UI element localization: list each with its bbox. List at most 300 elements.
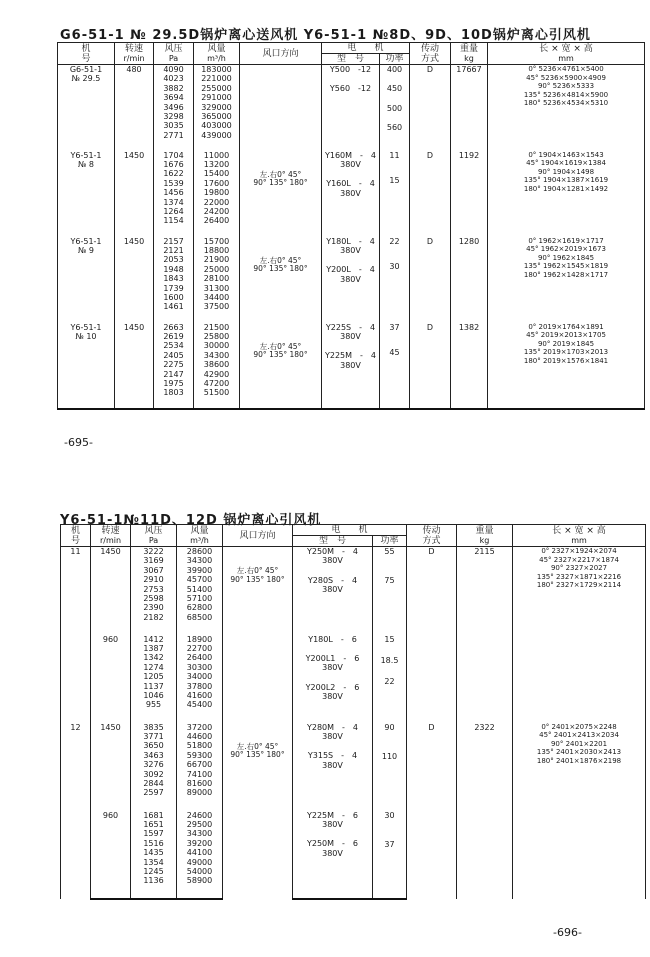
pressure-line: 1597 [143, 829, 164, 839]
pressure-line: 3882 [163, 83, 184, 93]
flow-line: 18900 [186, 634, 213, 644]
motor-model: Y280S - 4 [307, 575, 358, 585]
pressure-line: 1264 [163, 206, 184, 216]
fan-model: 12 [61, 723, 91, 899]
pressure [154, 237, 194, 323]
pressure-line: 3771 [143, 731, 164, 741]
flow-line: 365000 [201, 112, 232, 122]
motor-model: Y200L2 - 6 [305, 682, 360, 692]
pressure [154, 323, 194, 409]
pressure-line: 4023 [163, 74, 184, 84]
pressure-line: 1205 [143, 672, 164, 682]
flow-line: 17600 [203, 178, 230, 188]
spacer [322, 74, 379, 84]
pressure-line: 1274 [143, 662, 164, 672]
motor-model: Y200L1 - 6 [305, 653, 360, 663]
pressure-line: 1704 [163, 150, 184, 160]
table-row [58, 151, 645, 237]
motor-type-cell [293, 547, 373, 635]
pressure-line: 1843 [163, 274, 184, 284]
weight-cell: 17667 [451, 65, 488, 151]
table-row [58, 65, 645, 151]
flow-line: 25800 [203, 331, 230, 341]
fan-model-line: № 9 [78, 245, 94, 255]
dimensions-line: 90° 2019×1845 [537, 339, 595, 348]
pressure-line: 3298 [163, 112, 184, 122]
motor-voltage: 380V [340, 188, 361, 198]
weight-cell: 1382 [451, 323, 488, 409]
dimensions-line: 135° 1962×1545×1819 [523, 262, 609, 271]
flow-line: 24600 [186, 810, 213, 820]
pressure-line: 1676 [163, 159, 184, 169]
fan-model [58, 323, 115, 409]
flow-line: 39900 [186, 565, 213, 575]
flow-line: 28600 [186, 547, 213, 556]
pressure-line: 2157 [163, 236, 184, 246]
flow-line: 291000 [201, 93, 232, 103]
col-motor-header: 电 机 [293, 525, 407, 536]
flow-line: 89000 [186, 788, 213, 798]
pressure-line: 1516 [143, 838, 164, 848]
outlet-cell [240, 323, 322, 409]
col-dims-header: 长 × 宽 × 高 mm [513, 525, 646, 547]
motor-voltage: 380V [322, 819, 343, 829]
outlet-direction: 左.右0° 45° [259, 341, 302, 351]
flow-line: 58900 [186, 876, 213, 886]
outlet-direction: 90° 135° 180° [253, 178, 308, 187]
dimensions-line: 180° 2019×1576×1841 [523, 356, 609, 365]
flow-line: 30000 [203, 341, 230, 351]
page2-number: -696- [553, 926, 582, 939]
fan-model: 11 [61, 547, 91, 723]
table-row [61, 723, 646, 811]
motor-model: Y180L - 4 [326, 236, 375, 246]
dimensions-line: 180° 5236×4534×5310 [523, 99, 609, 108]
motor-voltage: 380V [322, 731, 343, 741]
flow-line: 81600 [186, 778, 213, 788]
flow-line: 34300 [186, 556, 213, 566]
weight-cell: 2322 [457, 723, 513, 899]
pressure-line: 3276 [143, 760, 164, 770]
pressure-line: 2753 [143, 584, 164, 594]
pressure-line: 1739 [163, 283, 184, 293]
drive-cell: D [410, 323, 451, 409]
outlet-direction: 左.右0° 45° [259, 169, 302, 179]
dimensions-line: 0° 5236×4761×5400 [528, 65, 604, 73]
motor-voltage: 380V [322, 692, 343, 702]
pressure-line: 1456 [163, 188, 184, 198]
page2-fan-table [60, 524, 646, 900]
pressure-line: 2844 [143, 778, 164, 788]
pressure-line: 2053 [163, 255, 184, 265]
flow-line: 26400 [203, 216, 230, 226]
spacer [322, 255, 379, 265]
pressure-line: 1245 [143, 866, 164, 876]
motor-power: 75 [384, 576, 395, 586]
spacer [322, 169, 379, 179]
outlet-direction: 90° 135° 180° [230, 574, 285, 584]
col-motor-header: 电 机 [322, 43, 410, 54]
pressure-line: 2597 [143, 788, 164, 798]
pressure-line: 2390 [143, 603, 164, 613]
motor-type-cell [293, 811, 373, 899]
flow-line: 51500 [203, 388, 230, 398]
flow-line: 22700 [186, 643, 213, 653]
motor-type-cell [322, 151, 380, 237]
col-drive-header: 传动 方式 [407, 525, 457, 547]
pressure-line: 2910 [143, 575, 164, 585]
col-weight-header: 重量 kg [457, 525, 513, 547]
flow-line: 66700 [186, 760, 213, 770]
motor-power-cell [380, 323, 410, 409]
pressure-line: 1803 [163, 388, 184, 398]
motor-model: Y560 -12 [329, 84, 372, 94]
dimensions-line: 90° 2401×2201 [550, 739, 608, 748]
motor-power: 400 [386, 65, 403, 74]
motor-power: 11 [389, 150, 400, 160]
flow-line: 51400 [186, 584, 213, 594]
speed-cell: 960 [91, 635, 131, 723]
pressure [131, 723, 177, 811]
pressure-line: 1046 [143, 690, 164, 700]
dimensions [488, 237, 645, 323]
flow-line: 34000 [186, 672, 213, 682]
flow-line: 51800 [186, 741, 213, 751]
dimensions [513, 723, 646, 899]
speed-cell: 1450 [91, 547, 131, 635]
outlet-direction: 左.右0° 45° [259, 255, 302, 265]
motor-power: 30 [389, 261, 400, 271]
col-model-header: 机 号 [61, 525, 91, 547]
fan-model [58, 65, 115, 151]
outlet-cell [240, 151, 322, 237]
dimensions-line: 90° 5236×5333 [537, 82, 595, 91]
fan-model [58, 237, 115, 323]
spacer [293, 673, 372, 683]
fan-model-line: № 29.5 [71, 74, 101, 84]
flow-line: 29500 [186, 819, 213, 829]
flow-line: 19800 [203, 188, 230, 198]
motor-model: Y225S - 4 [325, 322, 376, 332]
pressure-line: 1975 [163, 378, 184, 388]
dimensions [488, 323, 645, 409]
motor-power-cell [373, 723, 407, 811]
page1-number: -695- [64, 436, 93, 449]
outlet-cell [223, 547, 293, 723]
motor-model: Y160L - 4 [326, 179, 375, 189]
col-outlet-header: 风口方向 [240, 43, 322, 65]
page1-title: G6-51-1 № 29.5D锅炉离心送风机 Y6-51-1 №8D、9D、10D锅炉离心引风机 [60, 28, 591, 43]
dimensions-line: 135° 2327×1871×2216 [536, 572, 622, 581]
pressure-line: 955 [145, 700, 162, 710]
motor-model: Y250M - 6 [306, 839, 359, 849]
fan-model-line: Y6-51-1 [70, 150, 102, 160]
flow-line: 28100 [203, 274, 230, 284]
outlet-cell [240, 237, 322, 323]
pressure-line: 2121 [163, 245, 184, 255]
pressure-line: 1136 [143, 876, 164, 886]
flow-line: 44600 [186, 731, 213, 741]
outlet-direction: 左.右0° 45° [236, 741, 279, 751]
flow-line: 59300 [186, 750, 213, 760]
col-motor-power-header: 功率 [380, 54, 410, 65]
flow-line: 54000 [186, 866, 213, 876]
pressure-line: 1651 [143, 819, 164, 829]
motor-power: 55 [384, 547, 395, 556]
motor-power: 22 [389, 236, 400, 246]
col-weight-header: 重量 kg [451, 43, 488, 65]
pressure [131, 635, 177, 723]
pressure-line: 1154 [163, 216, 184, 226]
speed-cell: 1450 [91, 723, 131, 811]
pressure-line: 2275 [163, 360, 184, 370]
motor-voltage: 380V [340, 360, 361, 370]
pressure-line: 2147 [163, 369, 184, 379]
motor-voltage: 380V [322, 585, 343, 595]
col-model-header: 机 号 [58, 43, 115, 65]
flow-line: 37800 [186, 681, 213, 691]
motor-power-cell [380, 65, 410, 151]
drive-cell: D [407, 547, 457, 723]
flow [177, 811, 223, 899]
pressure-line: 3463 [143, 750, 164, 760]
pressure-line: 2771 [163, 130, 184, 140]
pressure [154, 65, 194, 151]
spacer [293, 741, 372, 751]
flow-line: 403000 [201, 121, 232, 131]
dimensions-line: 45° 2401×2413×2034 [539, 731, 619, 740]
motor-power: 560 [386, 123, 403, 133]
motor-model: Y225M - 4 [324, 351, 377, 361]
flow [194, 323, 240, 409]
flow-line: 34400 [203, 292, 230, 302]
dimensions-line: 135° 2019×1703×2013 [523, 348, 609, 357]
pressure [154, 151, 194, 237]
speed-cell: 1450 [115, 237, 154, 323]
flow-line: 38600 [203, 360, 230, 370]
dimensions-line: 180° 1962×1428×1717 [523, 270, 609, 279]
flow [177, 635, 223, 723]
motor-power-cell [380, 151, 410, 237]
motor-power: 500 [386, 103, 403, 113]
col-pressure-header: 风压 Pa [131, 525, 177, 547]
pressure-line: 3067 [143, 565, 164, 575]
motor-voltage: 380V [322, 848, 343, 858]
motor-voltage: 380V [322, 663, 343, 673]
motor-voltage: 380V [322, 556, 343, 566]
spacer [293, 829, 372, 839]
dimensions-line: 90° 2327×2027 [550, 564, 608, 573]
motor-power: 37 [389, 322, 400, 332]
pressure-line: 1435 [143, 848, 164, 858]
speed-cell: 1450 [115, 323, 154, 409]
col-flow-header: 风量 m³/h [177, 525, 223, 547]
fan-model-line: G6-51-1 [69, 65, 103, 74]
flow [177, 547, 223, 635]
dimensions-line: 135° 5236×4814×5900 [523, 90, 609, 99]
motor-model: Y225M - 6 [306, 810, 359, 820]
pressure-line: 3694 [163, 93, 184, 103]
pressure-line: 1412 [143, 634, 164, 644]
outlet-direction: 90° 135° 180° [230, 750, 285, 759]
motor-model: Y200L - 4 [326, 265, 375, 275]
weight-cell: 2115 [457, 547, 513, 723]
drive-cell: D [410, 65, 451, 151]
fan-model-line: № 8 [78, 159, 94, 169]
outlet-cell [223, 723, 293, 899]
motor-power: 45 [389, 347, 400, 357]
motor-power-cell [373, 811, 407, 899]
flow-line: 74100 [186, 769, 213, 779]
motor-model: Y180L - 6 [308, 634, 357, 644]
pressure-line: 1137 [143, 681, 164, 691]
pressure-line: 1387 [143, 643, 164, 653]
col-dims-header: 长 × 宽 × 高 mm [488, 43, 645, 65]
flow-line: 21500 [203, 322, 230, 332]
flow-line: 11000 [203, 150, 230, 160]
dimensions [513, 547, 646, 723]
flow-line: 37200 [186, 722, 213, 732]
dimensions-line: 180° 2401×1876×2198 [536, 756, 622, 765]
outlet-direction: 90° 135° 180° [253, 350, 308, 359]
col-motor-type-header: 型 号 [293, 536, 373, 547]
spacer [293, 644, 372, 654]
motor-model: Y315S - 4 [307, 751, 358, 761]
motor-model: Y280M - 4 [306, 722, 359, 732]
dimensions-line: 45° 1904×1619×1384 [526, 159, 606, 168]
dimensions-line: 0° 1904×1463×1543 [528, 150, 604, 159]
fan-model [58, 151, 115, 237]
flow-line: 44100 [186, 848, 213, 858]
motor-power: 37 [384, 839, 395, 849]
motor-model: Y250M - 4 [306, 547, 359, 556]
col-pressure-header: 风压 Pa [154, 43, 194, 65]
dimensions-line: 135° 2401×2030×2413 [536, 748, 622, 757]
motor-model: Y160M - 4 [324, 150, 377, 160]
motor-type-cell [322, 237, 380, 323]
speed-cell: 480 [115, 65, 154, 151]
dimensions [488, 65, 645, 151]
fan-model-line: Y6-51-1 [70, 322, 102, 332]
table-row [58, 237, 645, 323]
col-motor-power-header: 功率 [373, 536, 407, 547]
dimensions-line: 180° 2327×1729×2114 [536, 581, 622, 590]
flow [194, 237, 240, 323]
flow-line: 26400 [186, 653, 213, 663]
spacer [322, 341, 379, 351]
dimensions-line: 45° 5236×5900×4909 [526, 73, 606, 82]
pressure-line: 1600 [163, 292, 184, 302]
pressure-line: 3650 [143, 741, 164, 751]
flow-line: 21900 [203, 255, 230, 265]
flow-line: 34300 [186, 829, 213, 839]
flow-line: 34300 [203, 350, 230, 360]
motor-power: 22 [384, 677, 395, 687]
pressure-line: 3496 [163, 102, 184, 112]
outlet-direction: 90° 135° 180° [253, 264, 308, 273]
motor-power: 110 [381, 751, 398, 761]
flow-line: 221000 [201, 74, 232, 84]
motor-type-cell [322, 65, 380, 151]
flow-line: 39200 [186, 838, 213, 848]
motor-power-cell [373, 547, 407, 635]
pressure-line: 2619 [163, 331, 184, 341]
motor-power: 30 [384, 810, 395, 820]
dimensions-line: 90° 1904×1498 [537, 167, 595, 176]
motor-power: 15 [384, 634, 395, 644]
page1-fan-table [57, 42, 645, 410]
dimensions [488, 151, 645, 237]
speed-cell: 960 [91, 811, 131, 899]
pressure-line: 4090 [163, 65, 184, 74]
col-drive-header: 传动 方式 [410, 43, 451, 65]
table-row [58, 323, 645, 409]
flow-line: 41600 [186, 690, 213, 700]
motor-model: Y500 -12 [329, 65, 372, 74]
page2-title: Y6-51-1№11D、12D 锅炉离心引风机 [60, 513, 322, 528]
motor-power: 18.5 [380, 655, 399, 665]
flow-line: 49000 [186, 857, 213, 867]
dimensions-line: 45° 1962×2019×1673 [526, 245, 606, 254]
speed-cell: 1450 [115, 151, 154, 237]
col-outlet-header: 风口方向 [223, 525, 293, 547]
pressure-line: 2182 [143, 612, 164, 622]
motor-power: 15 [389, 175, 400, 185]
weight-cell: 1192 [451, 151, 488, 237]
motor-voltage: 380V [340, 159, 361, 169]
flow-line: 13200 [203, 159, 230, 169]
motor-voltage: 380V [340, 331, 361, 341]
motor-voltage: 380V [322, 760, 343, 770]
outlet-direction: 左.右0° 45° [236, 566, 279, 575]
flow-line: 22000 [203, 197, 230, 207]
drive-cell: D [407, 723, 457, 899]
flow-line: 37500 [203, 302, 230, 312]
flow-line: 42900 [203, 369, 230, 379]
dimensions-line: 90° 1962×1845 [537, 253, 595, 262]
pressure-line: 2405 [163, 350, 184, 360]
flow [194, 65, 240, 151]
flow [194, 151, 240, 237]
pressure-line: 1539 [163, 178, 184, 188]
flow-line: 68500 [186, 612, 213, 622]
drive-cell: D [410, 151, 451, 237]
col-motor-type-header: 型 号 [322, 54, 380, 65]
drive-cell: D [410, 237, 451, 323]
motor-power-cell [380, 237, 410, 323]
pressure [131, 547, 177, 635]
flow-line: 25000 [203, 264, 230, 274]
pressure-line: 2598 [143, 594, 164, 604]
motor-voltage: 380V [340, 274, 361, 284]
dimensions-line: 0° 1962×1619×1717 [528, 236, 604, 245]
flow-line: 18800 [203, 245, 230, 255]
dimensions-line: 0° 2019×1764×1891 [528, 322, 604, 331]
pressure-line: 2534 [163, 341, 184, 351]
flow-line: 329000 [201, 102, 232, 112]
pressure-line: 3835 [143, 722, 164, 732]
flow-line: 183000 [201, 65, 232, 74]
flow-line: 45700 [186, 575, 213, 585]
flow-line: 255000 [201, 83, 232, 93]
pressure-line: 2663 [163, 322, 184, 332]
motor-type-cell [293, 723, 373, 811]
pressure-line: 1622 [163, 169, 184, 179]
flow-line: 15700 [203, 236, 230, 246]
motor-power: 450 [386, 84, 403, 94]
dimensions-line: 45° 2327×2217×1874 [539, 555, 619, 564]
flow-line: 57100 [186, 594, 213, 604]
